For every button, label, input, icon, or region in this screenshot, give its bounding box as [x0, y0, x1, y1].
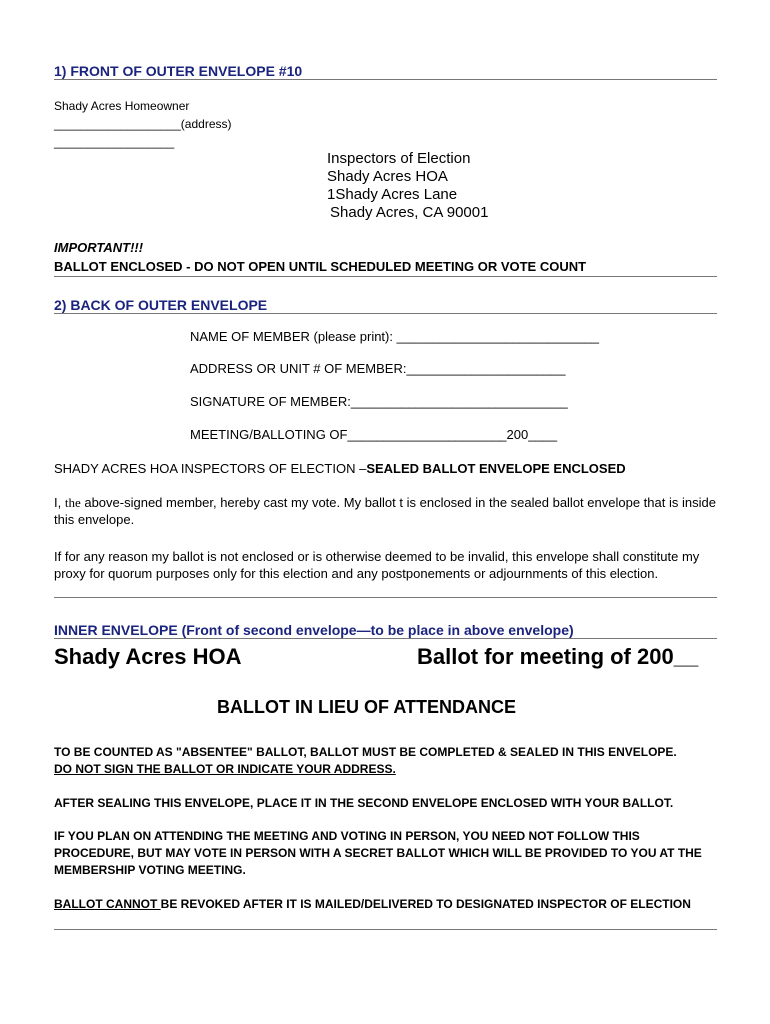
divider [54, 313, 717, 314]
vote-statement [54, 494, 719, 528]
divider [54, 638, 717, 639]
recipient-line3: 1Shady Acres Lane [327, 186, 458, 203]
important-label: IMPORTANT!!! [54, 240, 144, 255]
recipient-line4: Shady Acres, CA 90001 [330, 204, 489, 221]
inspectors-prefix: SHADY ACRES HOA INSPECTORS OF ELECTION – [54, 461, 367, 476]
instruction-sealing: AFTER SEALING THIS ENVELOPE, PLACE IT IN THE SECOND ENVELOPE ENCLOSED WITH YOUR BALLOT. [54, 796, 674, 810]
ballot-title: BALLOT IN LIEU OF ATTENDANCE [217, 697, 516, 717]
vote-text-rest: above-signed member, hereby cast my vote. My ballot t is enclosed in the sealed ballot envelope that is inside this envelope. [54, 495, 716, 527]
vote-text-start: I, [54, 495, 65, 510]
inspectors-line [54, 461, 626, 476]
inspectors-sealed-notice: SEALED BALLOT ENVELOPE ENCLOSED [366, 461, 626, 476]
divider [54, 929, 717, 930]
recipient-line2: Shady Acres HOA [327, 168, 448, 185]
instruction-revocation [54, 896, 719, 913]
ballot-meeting-label: Ballot for meeting of 200__ [417, 644, 699, 669]
member-address-field[interactable]: ADDRESS OR UNIT # OF MEMBER:______________________ [190, 361, 566, 376]
inner-envelope-heading: INNER ENVELOPE (Front of second envelope—to be place in above envelope) [54, 622, 574, 638]
section1-heading: 1) FRONT OF OUTER ENVELOPE #10 [54, 63, 303, 79]
ballot-enclosed-notice: BALLOT ENCLOSED - DO NOT OPEN UNTIL SCHEDULED MEETING OR VOTE COUNT [54, 259, 587, 274]
divider [54, 276, 717, 277]
revocation-underlined: BALLOT CANNOT [54, 897, 161, 911]
meeting-date-field[interactable]: MEETING/BALLOTING OF______________________200____ [190, 427, 558, 442]
member-name-field[interactable]: NAME OF MEMBER (please print): ____________________________ [190, 329, 600, 344]
hoa-name: Shady Acres HOA [54, 644, 242, 669]
recipient-line1: Inspectors of Election [327, 150, 471, 167]
instruction-do-not-sign: DO NOT SIGN THE BALLOT OR INDICATE YOUR ADDRESS. [54, 762, 396, 776]
section2-heading: 2) BACK OF OUTER ENVELOPE [54, 297, 268, 313]
vote-text-the: the [64, 495, 81, 510]
sender-line2: __________________ [54, 135, 175, 149]
revocation-rest: BE REVOKED AFTER IT IS MAILED/DELIVERED TO DESIGNATED INSPECTOR OF ELECTION [160, 897, 691, 911]
instruction-absentee [54, 744, 719, 778]
proxy-statement: If for any reason my ballot is not enclosed or is otherwise deemed to be invalid, this envelope shall constitute my proxy for quorum purposes only for this election and any postponements or adjournments of this election. [54, 549, 700, 581]
instruction-in-person: IF YOU PLAN ON ATTENDING THE MEETING AND VOTING IN PERSON, YOU NEED NOT FOLLOW THIS PROCEDURE, BUT MAY VOTE IN PERSON WITH A SECRET BALLOT WHICH WILL BE PROVIDED TO YOU AT THE MEMBERSHIP VOTING MEETING. [54, 829, 702, 877]
divider [54, 79, 717, 80]
instruction-absentee-line1: TO BE COUNTED AS "ABSENTEE" BALLOT, BALLOT MUST BE COMPLETED & SEALED IN THIS ENVELOPE. [54, 745, 677, 759]
sender-name: Shady Acres Homeowner [54, 99, 190, 113]
sender-address-line: ___________________(address) [54, 117, 232, 131]
member-signature-field[interactable]: SIGNATURE OF MEMBER:______________________________ [190, 394, 568, 409]
divider [54, 597, 717, 598]
